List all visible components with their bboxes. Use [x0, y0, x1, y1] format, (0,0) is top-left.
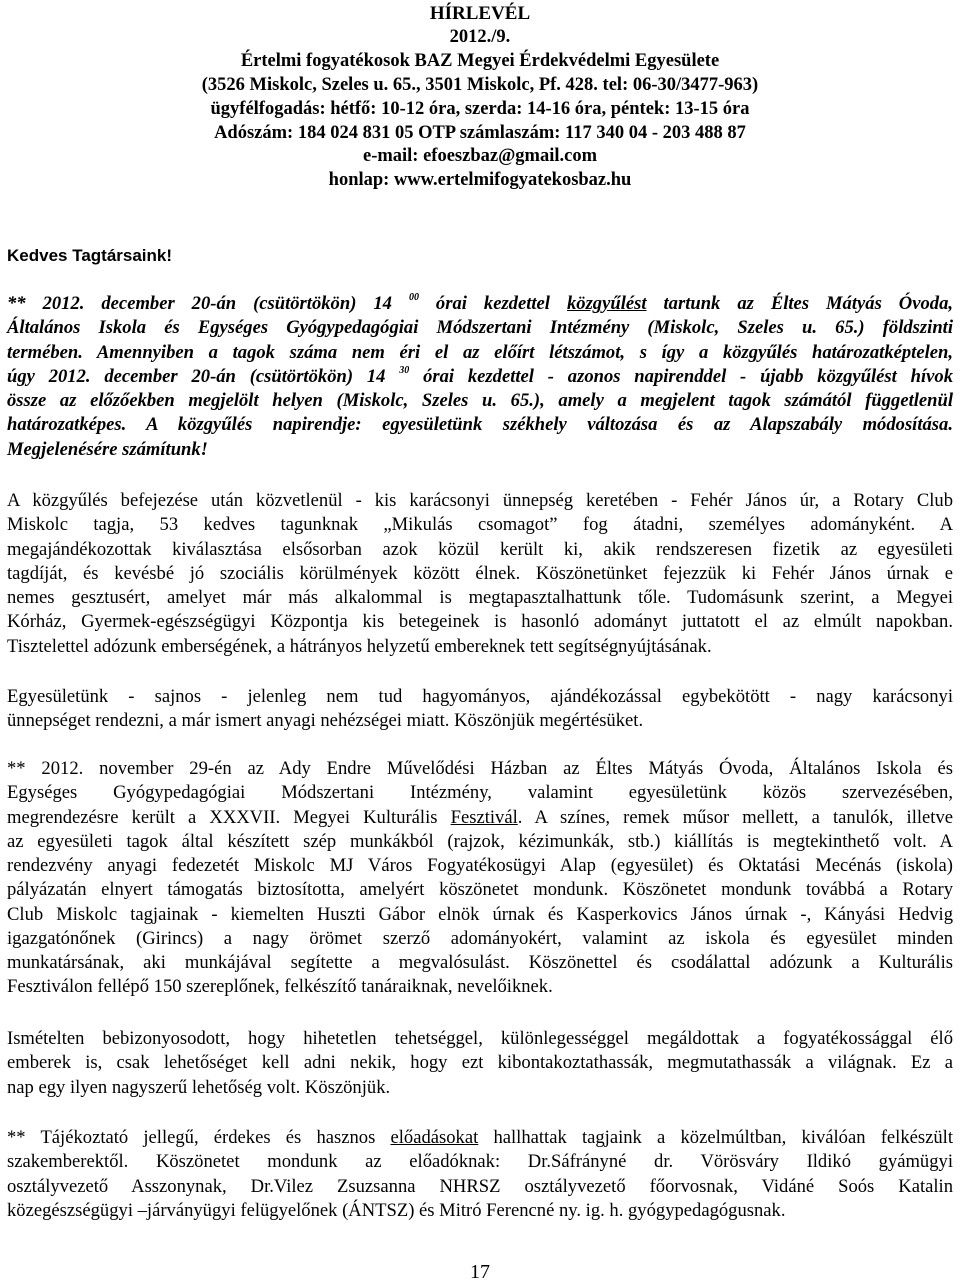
underlined-word: közgyűlést	[566, 293, 647, 314]
cultural-festival-paragraph	[7, 757, 953, 1000]
text-line: pályázatán elnyert támogatás biztosította, amelyért köszönetet mondunk. Köszönetet mondunk továbbá a Rotary	[7, 879, 953, 901]
website-address: honlap: www.ertelmifogyatekosbaz.hu	[328, 170, 632, 191]
text-line: emberek is, csak lehetőséget kell adni nekik, hogy ezt kibontakoztathassák, megmutathassák a világnak. Ez a	[7, 1052, 953, 1074]
organization-address: (3526 Miskolc, Szeles u. 65., 3501 Miskolc, Pf. 428. tel: 06-30/3477-963)	[201, 74, 759, 95]
text-line: szakemberektől. Köszönetet mondunk az előadóknak: Dr.Sáfrányné dr. Vörösváry Ildikó gyámügyi	[7, 1151, 953, 1173]
text-line: rendezvény anyagi fedezetét Miskolc MJ Város Fogyatékosügyi Alap (egyesület) és Oktatási Mecénás (iskola)	[7, 855, 953, 876]
text-line: ** 2012. november 29-én az Ady Endre Művelődési Házban az Éltes Mátyás Óvoda, Általános Iskola és	[7, 758, 953, 779]
underlined-word: Fesztivál	[450, 806, 518, 828]
text-line: ünnepséget rendezni, a már ismert anyagi nehézségei miatt. Köszönjük megértésüket.	[7, 710, 644, 732]
text-line: Megjelenésére számítunk!	[7, 438, 208, 460]
assembly-notice-paragraph	[7, 292, 953, 462]
no-celebration-paragraph	[7, 685, 953, 734]
text-span: . A színes, remek műsor mellett, a tanulók, illetve	[517, 806, 953, 828]
tax-and-bank-info: Adószám: 184 024 831 05 OTP számlaszám: 117 340 04 - 203 488 87	[214, 122, 746, 143]
text-span: hallhattak tagjaink a közelmúltban, kiválóan felkészült	[478, 1127, 953, 1148]
greeting: Kedves Tagtársaink!	[7, 246, 173, 265]
text-line	[7, 365, 953, 389]
talent-paragraph	[7, 1027, 953, 1100]
text-line: az egyesületi tagok által készített szép munkákból (rajzok, kézimunkák, stb.) kiállítás is megtekinthető volt. A	[7, 830, 953, 852]
text-line	[7, 806, 953, 830]
text-line: Tisztelettel adózunk emberségének, a hátrányos helyzetű embereknek tett segítségnyújtásának.	[7, 635, 712, 657]
text-line: A közgyűlés befejezése után közvetlenül - kis karácsonyi ünnepség keretében - Fehér János úr, a Rotary Club	[7, 490, 953, 511]
text-line: Club Miskolc tagjainak - kiemelten Huszti Gábor elnök úrnak és Kasperkovics János úrnak -, Kányási Hedvig	[7, 903, 953, 925]
text-line: munkatársának, aki munkájával segítette a megvalósulást. Köszönettel és csodálattal adózunk a Kulturális	[7, 952, 953, 973]
text-line: Általános Iskola és Egységes Gyógypedagógiai Módszertani Intézmény (Miskolc, Szeles u. 65.) földszinti	[7, 317, 953, 339]
text-span: tartunk az Éltes Mátyás Óvoda,	[646, 293, 954, 314]
text-span: ** 2012. december 20-án (csütörtökön) 14	[7, 293, 409, 314]
text-line: nemes gesztusért, amelyet már más alkalommal is megtapasztalhattunk tőle. Tudomásunk szerint, a Megyei	[7, 587, 953, 608]
text-span: megrendezésre került a XXXVII. Megyei Kulturális	[7, 806, 451, 828]
page-number: 17	[470, 1261, 490, 1283]
text-line: igazgatónőnek (Girincs) a nagy örömet szerző adományokért, valamint az iskola és egyesület minden	[7, 927, 953, 949]
text-line: Fesztiválon fellépő 150 szereplőnek, felkészítő tanáraiknak, nevelőiknek.	[7, 976, 553, 998]
lectures-paragraph	[7, 1126, 953, 1223]
text-line	[7, 292, 953, 316]
letterhead	[0, 2, 960, 193]
text-line	[7, 1126, 953, 1150]
text-line: termében. Amennyiben a tagok száma nem éri el az előírt létszámot, s így a közgyűlés határozatképtelen,	[7, 341, 953, 363]
text-span: órai kezdettel - azonos napirenddel - újabb közgyűlést hívok	[409, 365, 953, 387]
text-line: osztályvezető Asszonynak, Dr.Vilez Zsuzsanna NHRSZ osztályvezető főorvosnak, Vidáné Soós Katalin	[7, 1175, 953, 1197]
time-superscript: 00	[408, 292, 419, 303]
issue-number: 2012./9.	[449, 26, 511, 47]
text-line: közegészségügyi –járványügyi felügyelőnek (ÁNTSZ) és Mitró Ferencné ny. ig. h. gyógypedagógusnak.	[7, 1199, 786, 1221]
newsletter-title: HÍRLEVÉL	[429, 3, 531, 24]
time-superscript: 30	[399, 364, 410, 376]
text-line: Egységes Gyógypedagógiai Módszertani Intézmény, valamint egyesületünk közös szervezésében,	[7, 782, 953, 804]
text-span: órai kezdettel	[418, 293, 567, 314]
christmas-gift-paragraph	[7, 489, 953, 659]
text-span: ** Tájékoztató jellegű, érdekes és hasznos	[7, 1127, 391, 1148]
text-line: megajándékozottak kiválasztása elsősorban azok közül került ki, akik rendszeresen fizetik az egyesületi	[7, 538, 953, 560]
text-line: Ismételten bebizonyosodott, hogy hihetetlen tehetséggel, különlegességgel megáldottak a fogyatékossággal élő	[7, 1028, 953, 1049]
text-line: Egyesületünk - sajnos - jelenleg nem tud hagyományos, ajándékozással egybekötött - nagy karácsonyi	[7, 686, 953, 707]
text-line: Miskolc tagja, 53 kedves tagunknak „Mikulás csomagot” fog átadni, személyes adományként. A	[7, 514, 953, 536]
text-line: határozatképes. A közgyűlés napirendje: egyesületünk székhely változása és az Alapszabály módosítása.	[7, 414, 953, 436]
text-line: össze az előzőekben megjelölt helyen (Miskolc, Szeles u. 65.), amely a megjelent tagok számától függetlenül	[7, 390, 953, 411]
text-span: úgy 2012. december 20-án (csütörtökön) 14	[7, 365, 400, 387]
office-hours: ügyfélfogadás: hétfő: 10-12 óra, szerda: 14-16 óra, péntek: 13-15 óra	[210, 98, 750, 119]
text-line: nap egy ilyen nagyszerű lehetőség volt. Köszönjük.	[7, 1076, 391, 1098]
underlined-word: előadásokat	[390, 1127, 479, 1148]
email-address: e-mail: efoeszbaz@gmail.com	[363, 146, 597, 167]
text-line: tagdíját, és kevésbé jó szociális körülmények között élnek. Köszönetünket fejezzük ki Fehér János úrnak e	[7, 562, 953, 584]
organization-name: Értelmi fogyatékosok BAZ Megyei Érdekvédelmi Egyesülete	[240, 50, 720, 71]
text-line: Kórház, Gyermek-egészségügyi Központja kis betegeinek is hasonló adományt juttatott el az elmúlt napokban.	[7, 611, 953, 633]
